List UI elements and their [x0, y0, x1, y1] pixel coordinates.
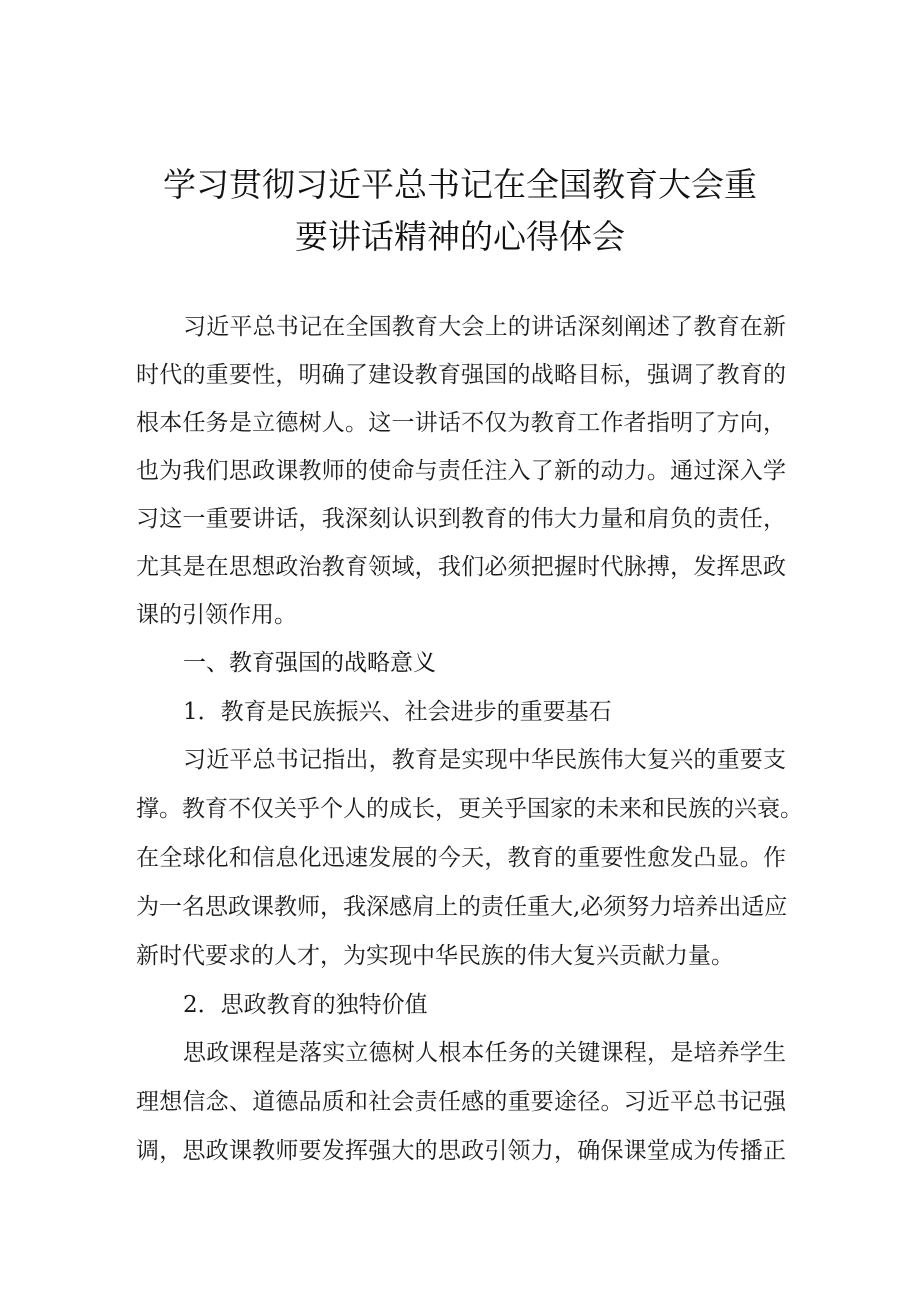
subsection-heading: 1．教育是民族振兴、社会进步的重要基石	[183, 699, 612, 725]
paragraph-line: 撑。教育不仅关乎个人的成长，更关乎国家的未来和民族的兴衰。	[136, 796, 803, 822]
paragraph-line: 理想信念、道德品质和社会责任感的重要途径。习近平总书记强	[136, 1089, 786, 1115]
paragraph-line: 在全球化和信息化迅速发展的今天，教育的重要性愈发凸显。作	[136, 845, 786, 871]
document-title-line-2: 要讲话精神的心得体会	[295, 217, 625, 256]
section-heading: 一、教育强国的战略意义	[183, 650, 436, 676]
paragraph-line: 新时代要求的人才，为实现中华民族的伟大复兴贡献力量。	[136, 943, 734, 969]
paragraph-line: 时代的重要性，明确了建设教育强国的战略目标，强调了教育的	[136, 362, 786, 388]
document-title-line-1: 学习贯彻习近平总书记在全国教育大会重	[163, 165, 757, 204]
paragraph-line: 根本任务是立德树人。这一讲话不仅为教育工作者指明了方向，	[136, 410, 786, 436]
paragraph-line: 习近平总书记指出，教育是实现中华民族伟大复兴的重要支	[183, 747, 786, 773]
paragraph-line: 习这一重要讲话，我深刻认识到教育的伟大力量和肩负的责任，	[136, 506, 786, 532]
paragraph-line: 也为我们思政课教师的使命与责任注入了新的动力。通过深入学	[136, 458, 786, 484]
paragraph-line: 思政课程是落实立德树人根本任务的关键课程，是培养学生	[183, 1040, 786, 1066]
subsection-heading: 2．思政教育的独特价值	[183, 992, 428, 1018]
paragraph-line: 尤其是在思想政治教育领域，我们必须把握时代脉搏，发挥思政	[136, 554, 786, 580]
paragraph-line: 课的引领作用。	[136, 602, 297, 628]
paragraph-line: 为一名思政课教师，我深感肩上的责任重大,必须努力培养出适应	[136, 894, 788, 920]
paragraph-line: 调，思政课教师要发挥强大的思政引领力，确保课堂成为传播正	[136, 1138, 786, 1164]
paragraph-line: 习近平总书记在全国教育大会上的讲话深刻阐述了教育在新	[183, 314, 786, 340]
